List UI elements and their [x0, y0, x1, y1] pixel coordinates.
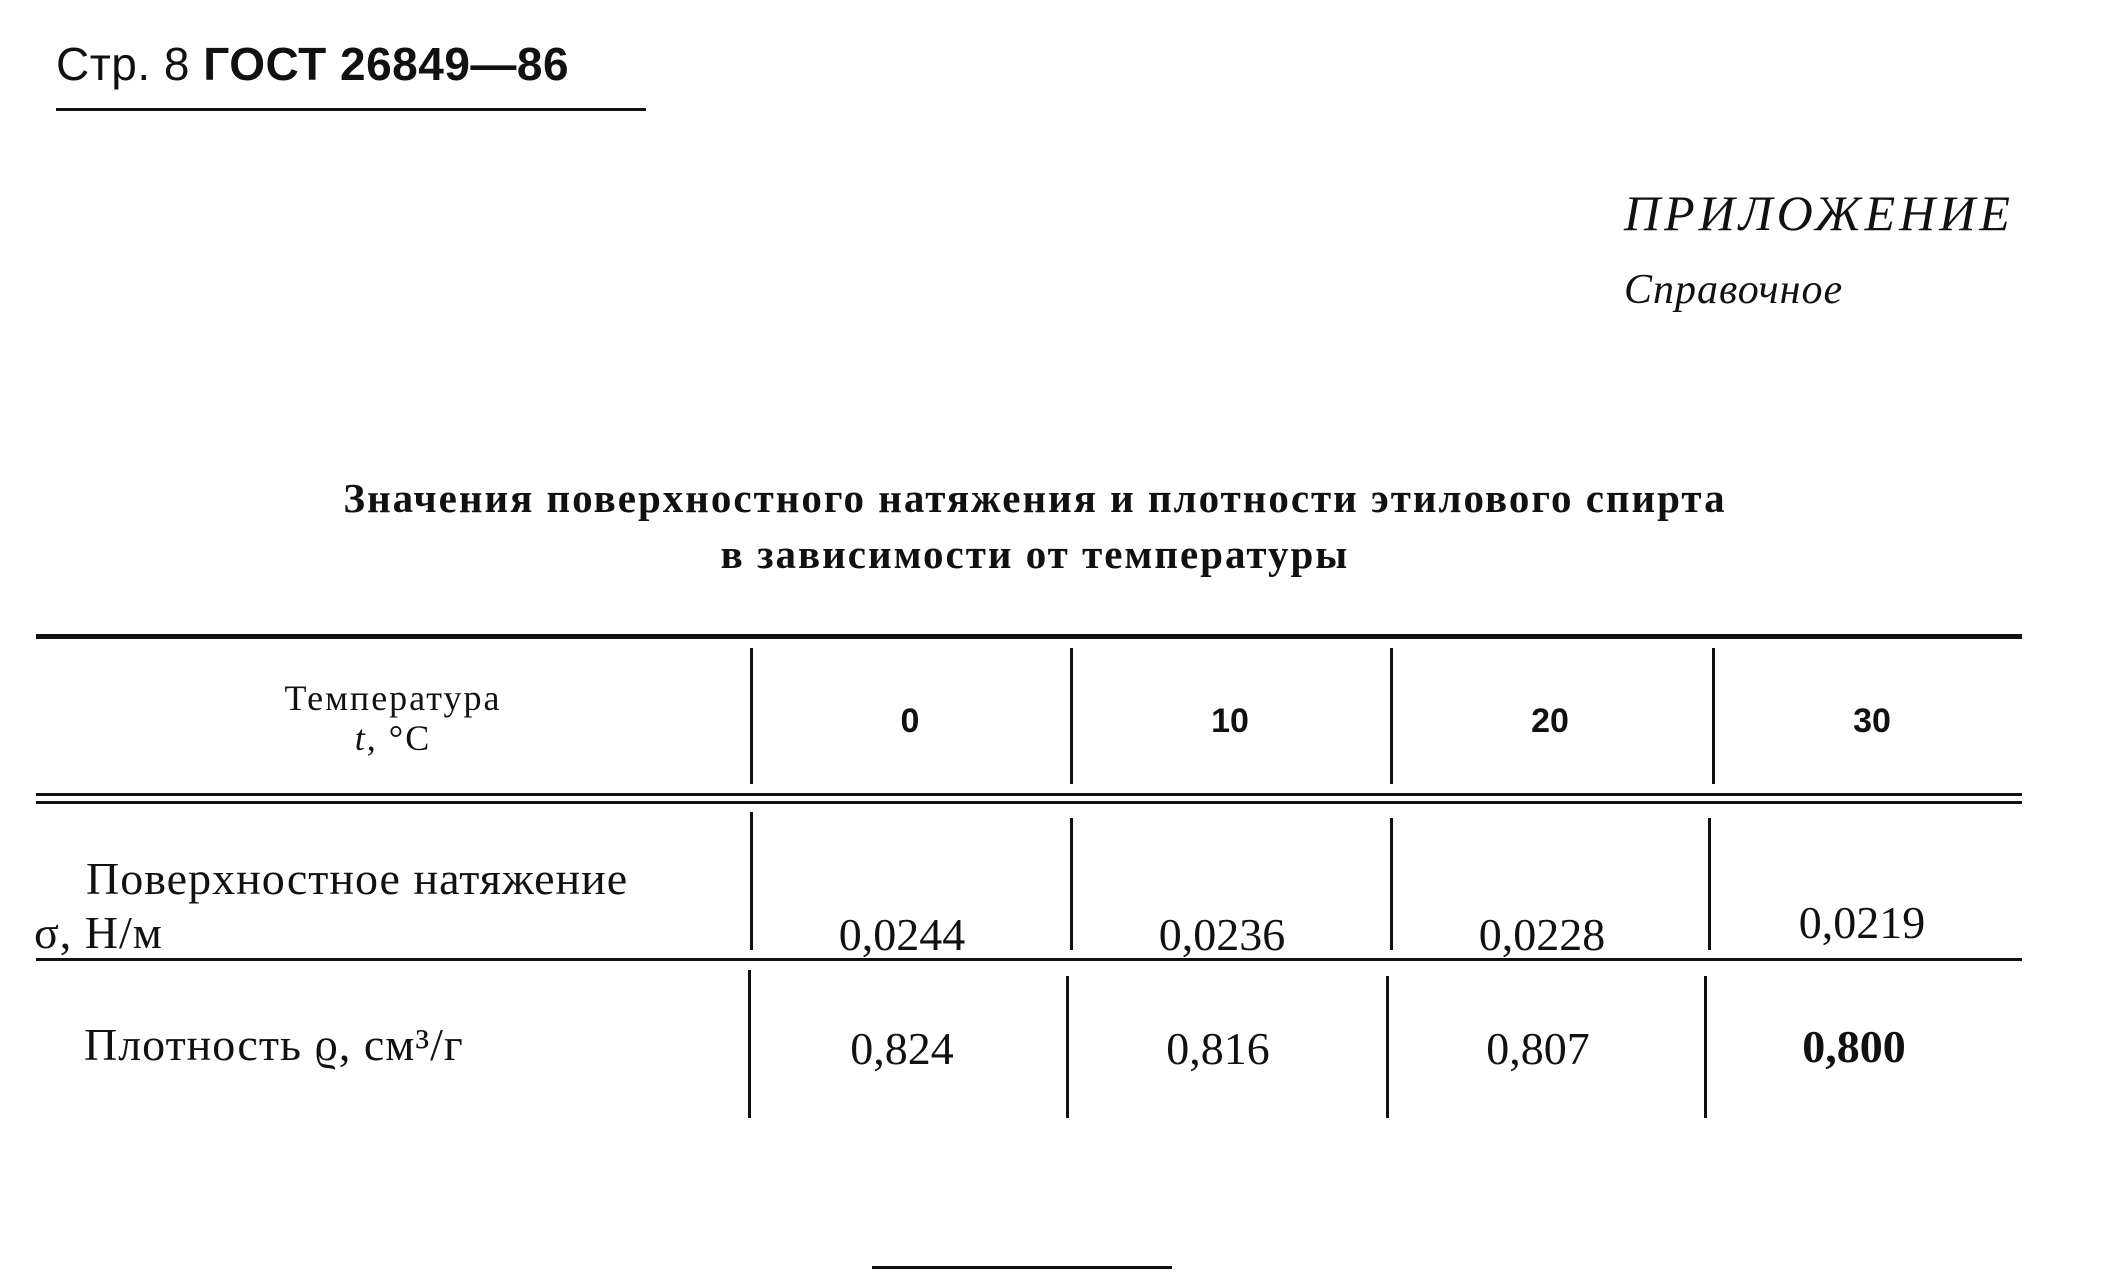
table-header-double-rule-upper: [36, 793, 2022, 796]
header-rule: [56, 108, 646, 111]
density-value: 0,807: [1486, 1023, 1590, 1074]
surface-tension-value: 0,0244: [838, 909, 966, 960]
header-temp-0: 0: [900, 702, 920, 740]
row-density-label: Плотность ϱ, см³/г: [84, 1019, 464, 1070]
column-separator: [1390, 648, 1393, 784]
density-value: 0,800: [1802, 1021, 1906, 1072]
page-footer-rule: [872, 1266, 1172, 1269]
column-separator: [1070, 648, 1073, 784]
table-header-double-rule-lower: [36, 801, 2022, 804]
header-temperature-unit: [36, 718, 750, 758]
header-temperature-label: [36, 678, 750, 758]
row-surface-tension-label-line-2: σ, Н/м: [34, 907, 163, 958]
table-top-rule: [36, 634, 2022, 639]
surface-tension-value: 0,0236: [1158, 909, 1286, 960]
temperature-variable: t: [354, 718, 367, 758]
header-temperature-word: Температура: [284, 678, 502, 718]
page-header-text: [56, 36, 646, 92]
temperature-unit: , °C: [366, 718, 432, 758]
column-separator: [748, 970, 751, 1118]
table-caption-line-1: Значения поверхностного натяжения и плотности этилового спирта: [343, 475, 1727, 521]
appendix-subtitle: Справочное: [1624, 267, 1844, 313]
page-header: [56, 36, 646, 111]
column-separator: [1708, 818, 1711, 950]
appendix-title: ПРИЛОЖЕНИЕ: [1624, 185, 2014, 241]
surface-tension-value: 0,0228: [1478, 909, 1606, 960]
header-temp-20: 20: [1531, 702, 1569, 740]
table-caption-line-2: в зависимости от температуры: [720, 531, 1350, 577]
row-surface-tension-label-line-1: Поверхностное натяжение: [86, 853, 629, 904]
column-separator: [750, 648, 753, 784]
header-temp-30: 30: [1853, 702, 1891, 740]
page-number: Стр. 8: [56, 38, 191, 90]
surface-tension-value: 0,0219: [1798, 897, 1926, 948]
header-temp-10: 10: [1211, 702, 1249, 740]
column-separator: [1712, 648, 1715, 784]
density-value: 0,816: [1166, 1023, 1270, 1074]
document-code: ГОСТ 26849—86: [203, 38, 570, 90]
density-value: 0,824: [850, 1023, 954, 1074]
table-caption: [40, 470, 2030, 582]
appendix-label: [1624, 182, 2014, 316]
